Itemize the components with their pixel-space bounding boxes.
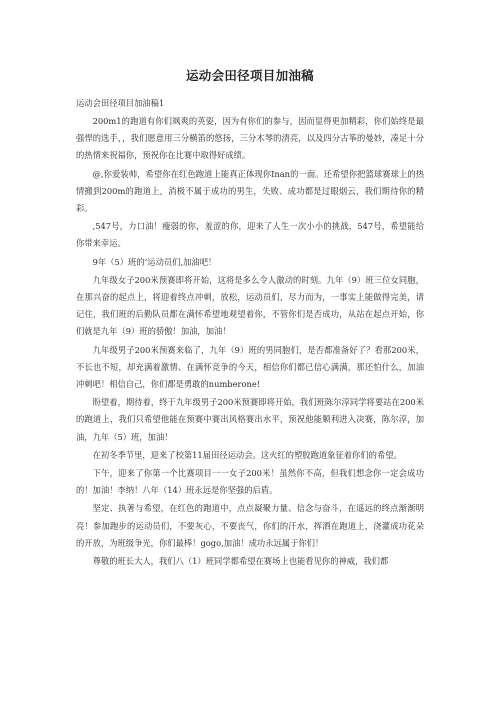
paragraph: 9年（5）班的‘运动员们,加油吧！ <box>92 256 217 267</box>
paragraph: 坚定、执著与希望，在红色的跑道中，点点凝聚力量、信念与奋斗，在遥远的终点渐渐明亮！参加跑步的运动员们，不要灰心，不要丧气，你们的汗水，挥洒在跑道上，浇灌成功花朵的开放，为班级争光，你们最棒！gogo,加油！成功永远属于你们！ <box>76 503 424 548</box>
paragraph: 200m1的跑道有你们飒爽的英姿，因为有你们的参与，因而显得更加精彩，你们始终是最强悍的选手，，我们愿意用三分横笛的悠扬，三分木琴的清亮，以及四分古筝的曼妙，凑足十分的热情来祝福你，预祝你在比赛中取得好成绩。 <box>76 116 424 161</box>
paragraph: 九年级男子200米预赛来临了，九年（9）班的男同胞们，是否都准备好了？看那200米，不长也不短，却充满着激情、在满怀竞争的今天，相信你们都已信心满满，那还怕什么，加油冲刺吧！相信自己，你们都是勇敢的numberone! <box>76 344 424 390</box>
paragraph: ,547号，力口油！瘦弱的你，羞涩的你，迎来了人生一次小小的挑战，547号，希望能给你带来幸运。 <box>76 221 424 249</box>
paragraph: @,你爱装帅，希望你在红色跑道上能真正体现你Inan的一面。还希望你把篮球赛球上的热情搬到200m的跑道上，消极不属于成功的男生，失败、成功都是过眼烟云，我们期待你的精彩。 <box>76 168 424 214</box>
paragraph: 下午，迎来了你第一个比赛项目一一女子200米！虽然你不高，但我们想念你一定会成功的！加油！李纳！八年（14）班永远是你坚强的后盾。 <box>76 468 424 496</box>
paragraph: 尊敬的班长大人，我们八（1）班同学都希望在赛场上也能看见你的神威，我们都 <box>92 556 389 567</box>
paragraph: 在初冬季节里，迎来了校第11届田径运动会。这火红的塑胶跑道象征着你们的希望。 <box>92 449 402 460</box>
paragraph: 盼望着，期待着，终于九年级男子200米预赛即将开始，我们班陈尔淳同学将要站在200米的跑道上，我们只希望他能在预赛中赛出风格赛出水平，预祝他能顺利进入决赛，陈尔淳，加油，九年（5）班，加油！ <box>76 397 424 442</box>
document-subheading: 运动会田径项目加油稿1 <box>76 98 165 108</box>
paragraph: 九年级女子200米预赛即将开始，这将是多么令人激动的时刻。九年（9）班三位女同胞，在那兴奋的起点上，将迎着终点冲刺，放松，运动员们，尽力而为，一事实上能做得完美，请记住，我们班的后勤队员都在满怀希望地观望着你，不管你们是否成功，从站在起点开始，你们就是九年（9）班的骄傲！加油，加油！ <box>76 274 424 337</box>
document-title: 运动会田径项目加油稿 <box>185 68 314 83</box>
